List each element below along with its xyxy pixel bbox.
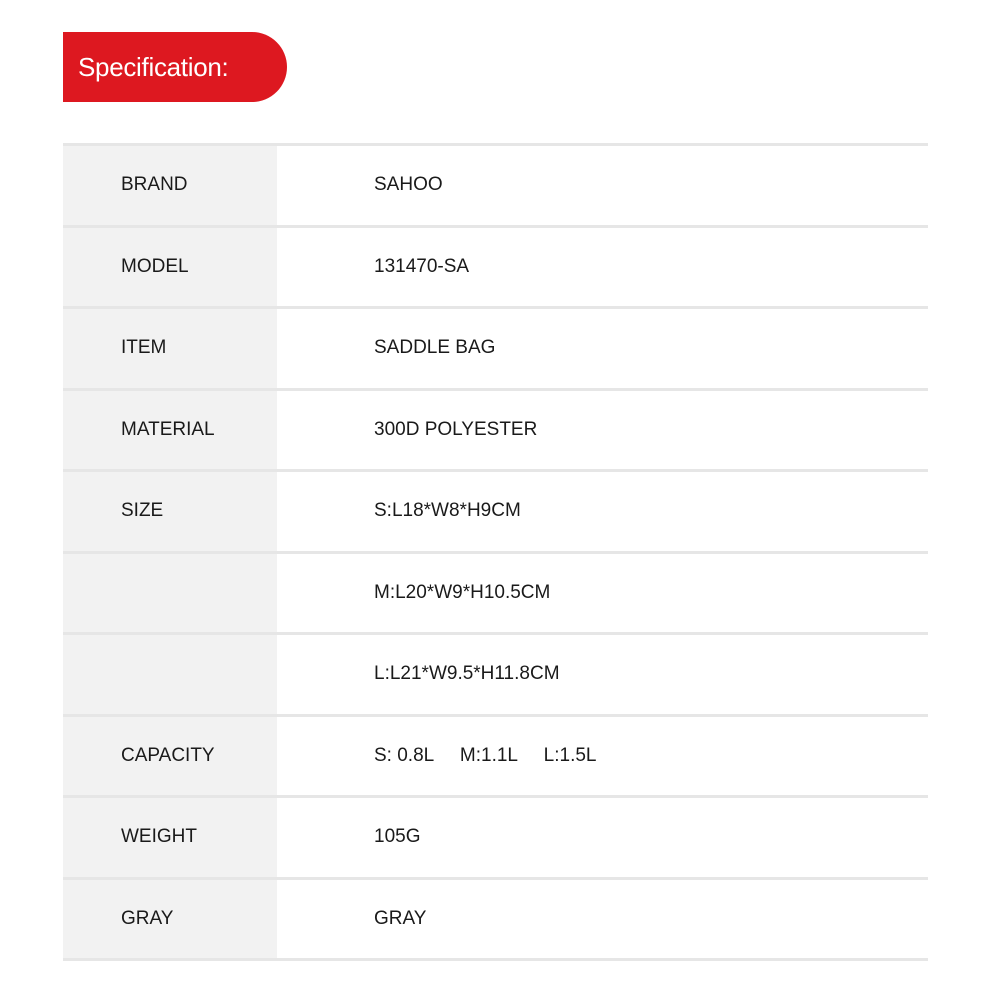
- specification-header-tab: [63, 32, 287, 102]
- spec-value: L:L21*W9.5*H11.8CM: [374, 663, 560, 685]
- spec-row-item: [63, 309, 928, 391]
- spec-label: [63, 635, 277, 714]
- spec-value: GRAY: [374, 907, 427, 929]
- specification-table: [63, 143, 928, 961]
- spec-value: SADDLE BAG: [374, 337, 496, 359]
- spec-label: SIZE: [63, 472, 277, 551]
- spec-label: MATERIAL: [63, 391, 277, 470]
- spec-value: M:L20*W9*H10.5CM: [374, 581, 551, 603]
- spec-row-size-s: [63, 472, 928, 554]
- spec-row-size-l: [63, 635, 928, 717]
- spec-label: MODEL: [63, 228, 277, 307]
- spec-label: CAPACITY: [63, 717, 277, 796]
- spec-label: [63, 554, 277, 633]
- spec-row-model: [63, 228, 928, 310]
- spec-row-weight: [63, 798, 928, 880]
- spec-value: SAHOO: [374, 174, 443, 196]
- spec-label: ITEM: [63, 309, 277, 388]
- spec-row-size-m: [63, 554, 928, 636]
- spec-label: BRAND: [63, 146, 277, 225]
- spec-row-material: [63, 391, 928, 473]
- spec-label: WEIGHT: [63, 798, 277, 877]
- spec-value: 105G: [374, 826, 421, 848]
- spec-value: 300D POLYESTER: [374, 418, 538, 440]
- specification-title: Specification:: [78, 51, 229, 82]
- spec-row-color: [63, 880, 928, 962]
- spec-label: GRAY: [63, 880, 277, 959]
- spec-row-capacity: [63, 717, 928, 799]
- spec-value: S:L18*W8*H9CM: [374, 500, 521, 522]
- spec-value: 131470-SA: [374, 255, 470, 277]
- spec-row-brand: [63, 146, 928, 228]
- spec-value: S: 0.8L M:1.1L L:1.5L: [374, 744, 597, 766]
